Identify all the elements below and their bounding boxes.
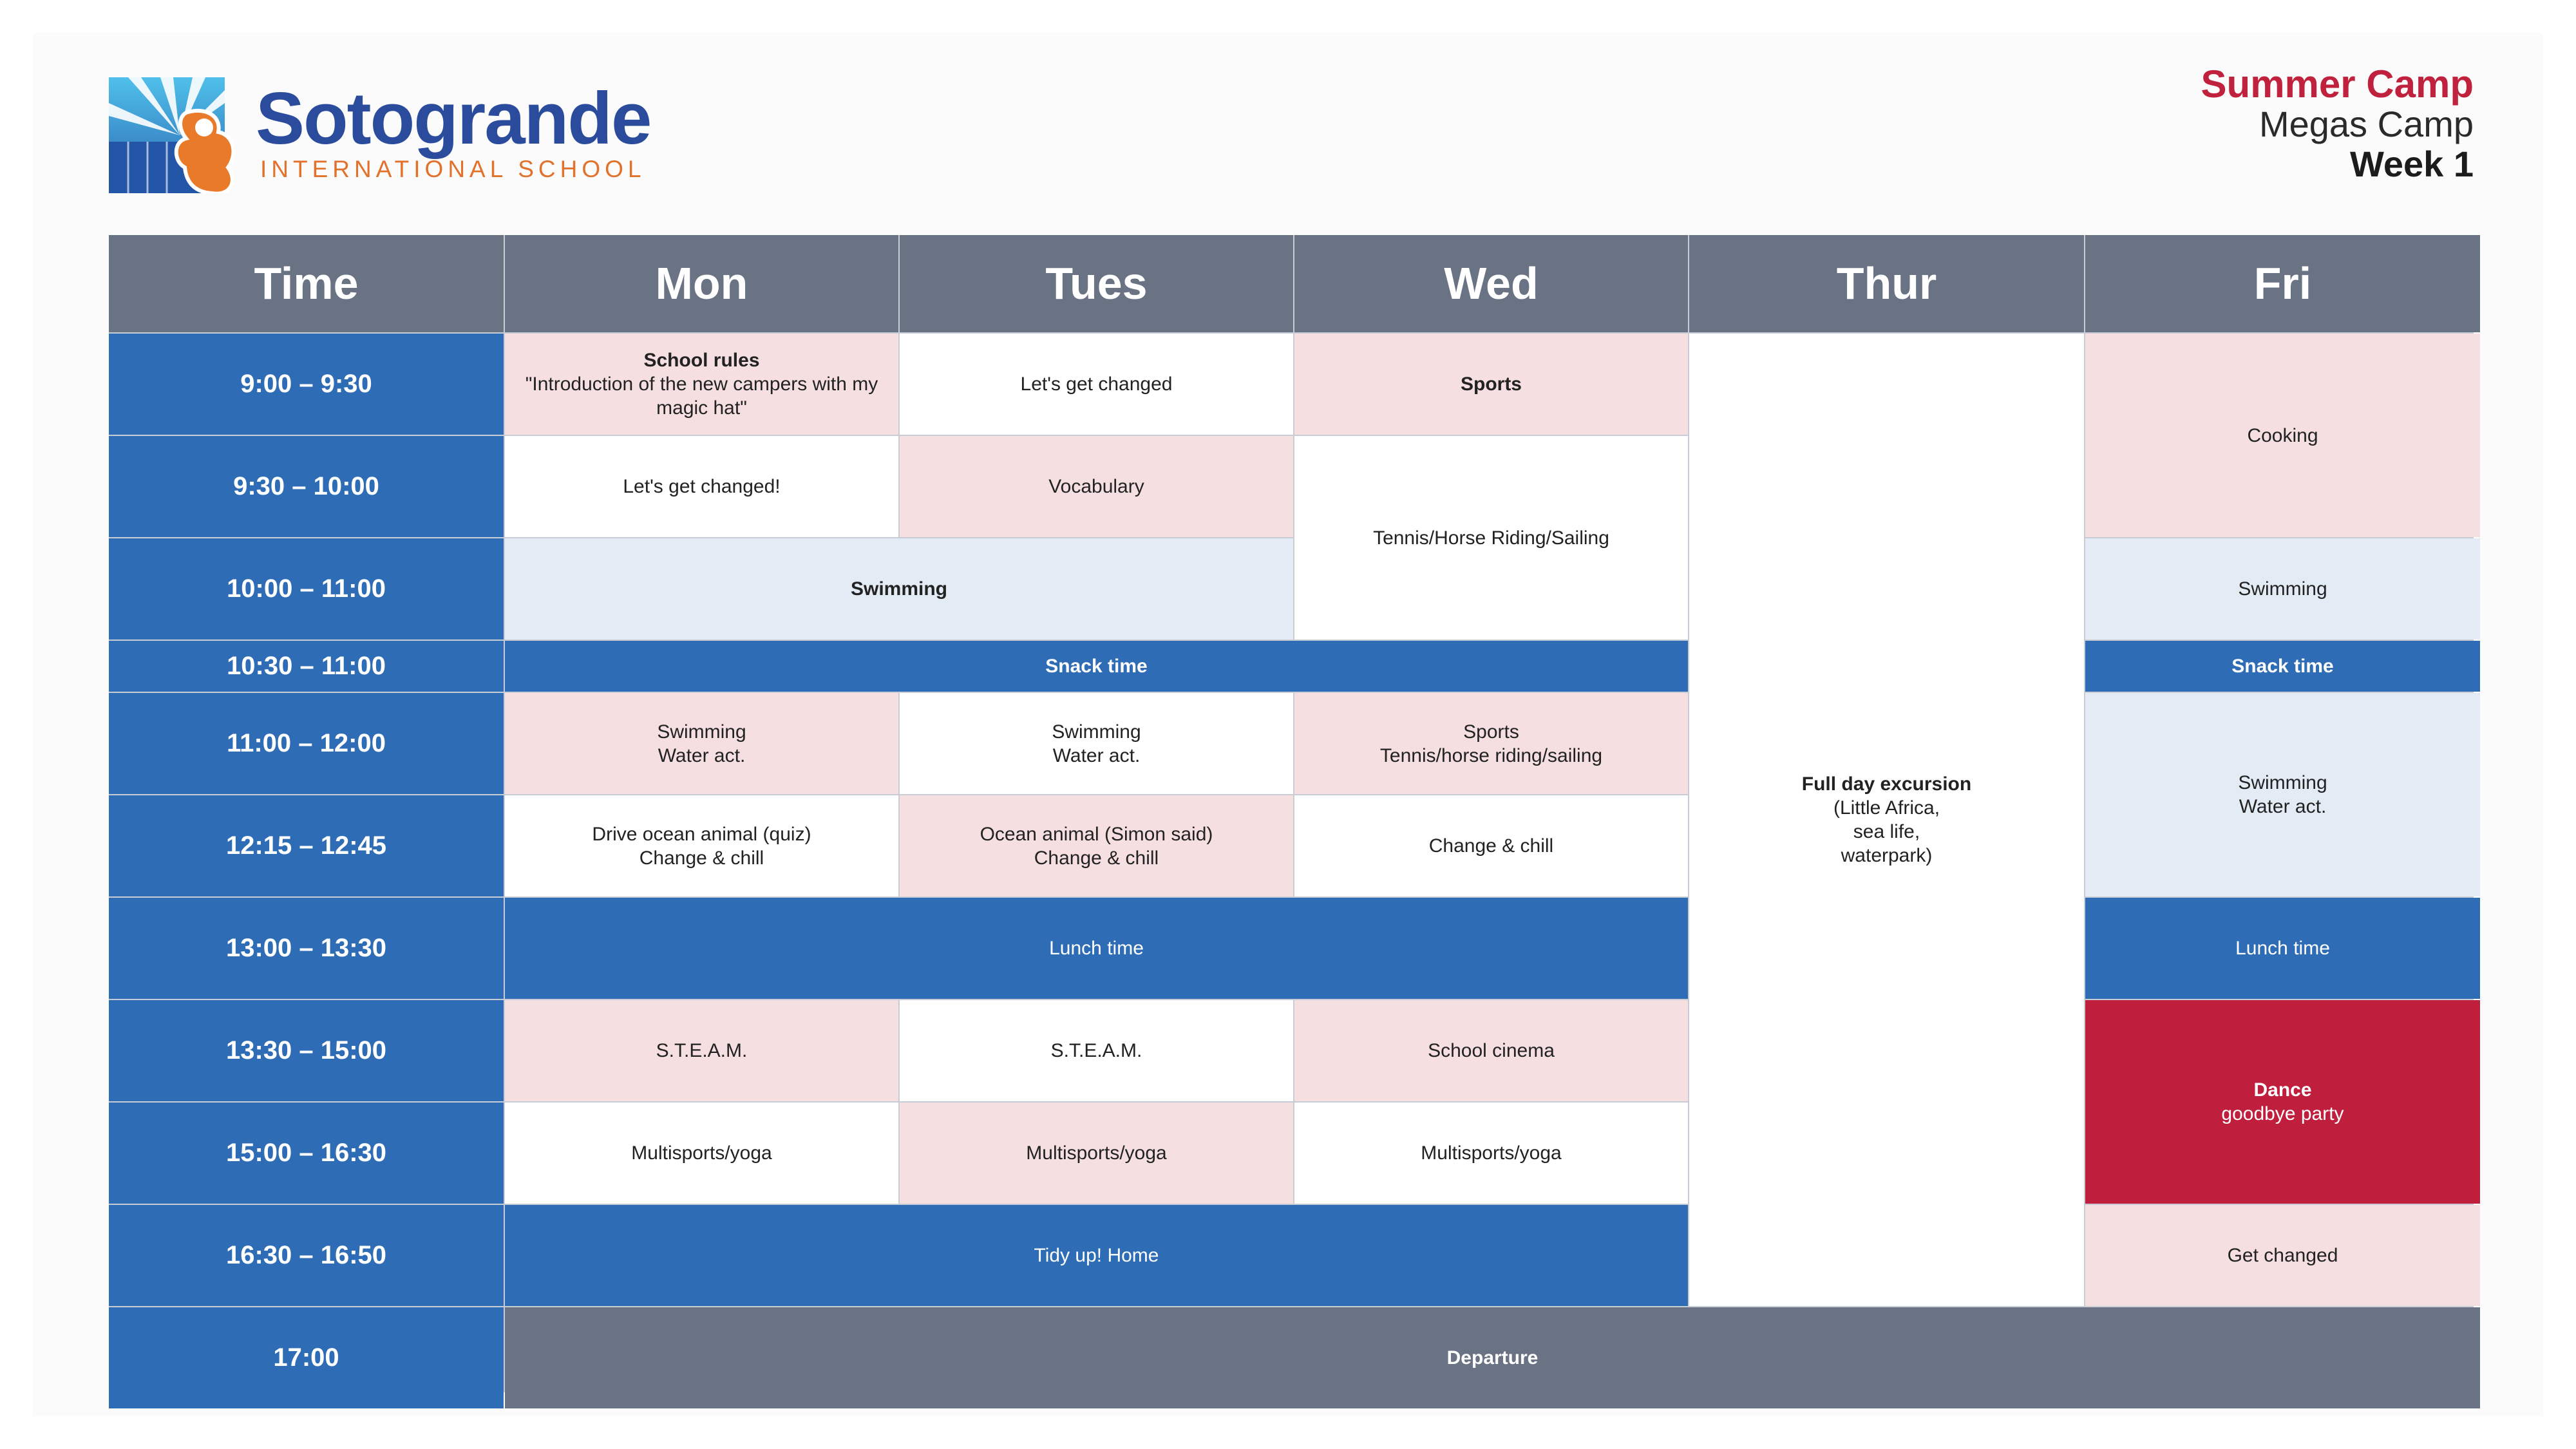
time-slot: 16:30 – 16:50 xyxy=(109,1205,504,1306)
activity-tues-vocabulary: Vocabulary xyxy=(900,436,1293,537)
header-fri: Fri xyxy=(2085,235,2480,332)
activity-thur-excursion xyxy=(1689,334,2084,1306)
activity-wed-cinema: School cinema xyxy=(1294,1000,1688,1101)
activity-mon-swimming: Swimming Water act. xyxy=(505,693,898,794)
activity-wed-sports-tennis: Sports Tennis/horse riding/sailing xyxy=(1294,693,1688,794)
header-mon: Mon xyxy=(505,235,898,332)
time-slot: 13:00 – 13:30 xyxy=(109,898,504,999)
school-name: Sotogrande xyxy=(256,78,651,160)
activity-fri-cooking: Cooking xyxy=(2085,334,2480,537)
time-slot: 11:00 – 12:00 xyxy=(109,693,504,794)
activity-fri-snack: Snack time xyxy=(2085,641,2480,692)
time-slot: 13:30 – 15:00 xyxy=(109,1000,504,1101)
activity-tues-multisports: Multisports/yoga xyxy=(900,1103,1293,1204)
activity-snack-time: Snack time xyxy=(505,641,1688,692)
camp-title: Summer Camp xyxy=(2201,62,2474,106)
activity-mon-steam: S.T.E.A.M. xyxy=(505,1000,898,1101)
activity-lunch-time: Lunch time xyxy=(505,898,1688,999)
activity-mon-school-rules xyxy=(505,334,898,435)
activity-mon-multisports: Multisports/yoga xyxy=(505,1103,898,1204)
time-slot: 9:30 – 10:00 xyxy=(109,436,504,537)
activity-fri-lunch: Lunch time xyxy=(2085,898,2480,999)
activity-tues-steam: S.T.E.A.M. xyxy=(900,1000,1293,1101)
excursion-title: Full day excursion xyxy=(1801,773,1972,795)
activity-tidy-up: Tidy up! Home xyxy=(505,1205,1688,1306)
logo-mark-icon xyxy=(109,77,252,193)
activity-departure: Departure xyxy=(505,1307,2480,1408)
header-thur: Thur xyxy=(1689,235,2084,332)
activity-wed-tennis: Tennis/Horse Riding/Sailing xyxy=(1294,436,1688,639)
excursion-description: (Little Africa, sea life, waterpark) xyxy=(1833,797,1940,866)
school-logo xyxy=(109,77,651,193)
header-tues: Tues xyxy=(900,235,1293,332)
time-slot: 17:00 xyxy=(109,1307,504,1408)
activity-description: "Introduction of the new campers with my magic hat" xyxy=(525,374,878,419)
activity-fri-swimming-water: Swimming Water act. xyxy=(2085,693,2480,896)
activity-mon-get-changed: Let's get changed! xyxy=(505,436,898,537)
activity-mon-ocean-quiz: Drive ocean animal (quiz) Change & chill xyxy=(505,795,898,896)
activity-tues-ocean-simon: Ocean animal (Simon said) Change & chill xyxy=(900,795,1293,896)
schedule-table xyxy=(109,235,2474,1392)
activity-wed-sports: Sports xyxy=(1294,334,1688,435)
activity-fri-swimming: Swimming xyxy=(2085,538,2480,639)
week-label: Week 1 xyxy=(2350,144,2474,184)
header-wed: Wed xyxy=(1294,235,1688,332)
activity-fri-get-changed: Get changed xyxy=(2085,1205,2480,1306)
title-block xyxy=(2201,64,2474,184)
time-slot: 9:00 – 9:30 xyxy=(109,334,504,435)
camp-name: Megas Camp xyxy=(2259,104,2474,144)
activity-tues-swimming: Swimming Water act. xyxy=(900,693,1293,794)
time-slot: 12:15 – 12:45 xyxy=(109,795,504,896)
activity-tues-get-changed: Let's get changed xyxy=(900,334,1293,435)
time-slot: 15:00 – 16:30 xyxy=(109,1103,504,1204)
dance-description: goodbye party xyxy=(2221,1103,2344,1124)
activity-title: School rules xyxy=(643,350,760,371)
time-slot: 10:30 – 11:00 xyxy=(109,641,504,692)
header-time: Time xyxy=(109,235,504,332)
activity-wed-multisports: Multisports/yoga xyxy=(1294,1103,1688,1204)
activity-wed-change-chill: Change & chill xyxy=(1294,795,1688,896)
activity-swimming-mon-tues: Swimming xyxy=(505,538,1293,639)
time-slot: 10:00 – 11:00 xyxy=(109,538,504,639)
school-subtitle: INTERNATIONAL SCHOOL xyxy=(260,156,646,182)
activity-fri-dance xyxy=(2085,1000,2480,1204)
dance-title: Dance xyxy=(2253,1079,2312,1101)
